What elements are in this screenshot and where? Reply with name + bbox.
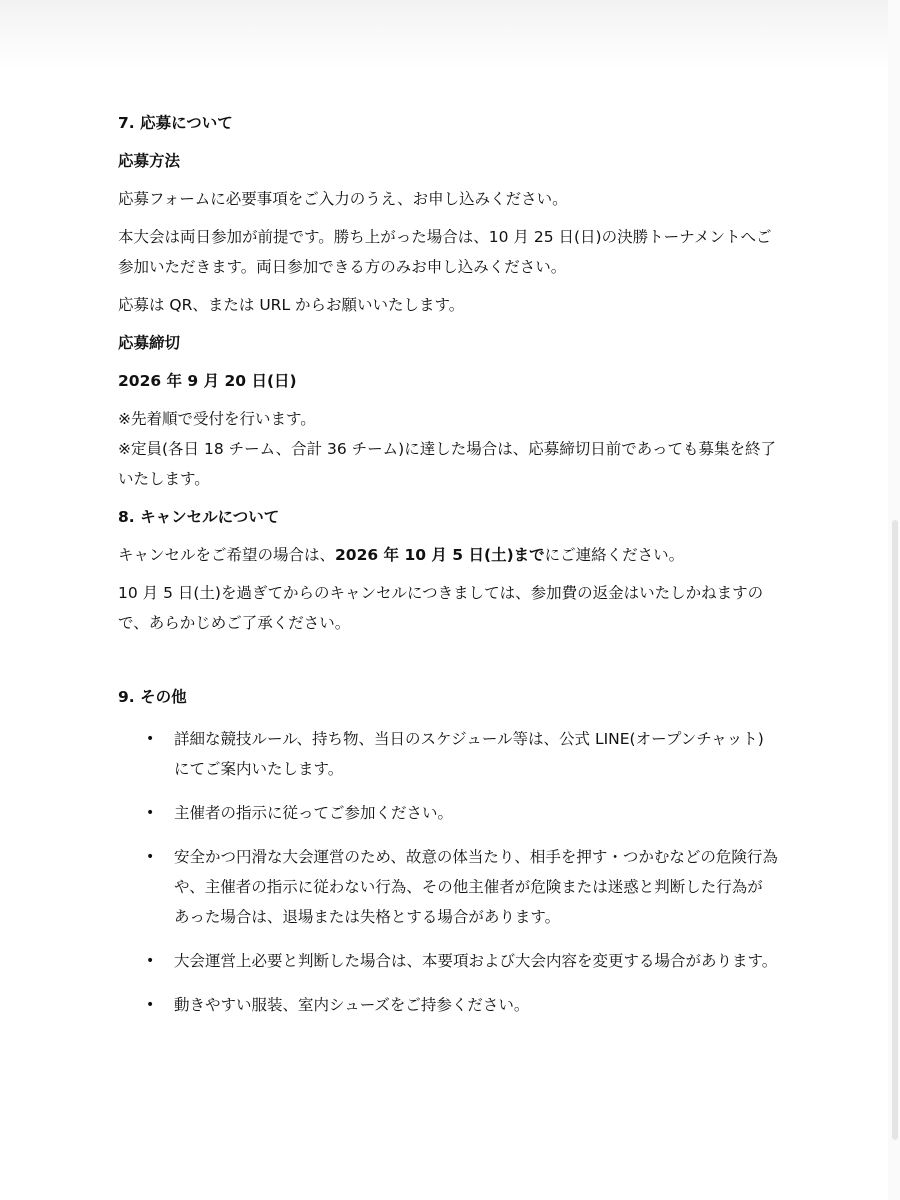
application-method-text-1: 応募フォームに必要事項をご入力のうえ、お申し込みください。	[118, 190, 568, 208]
section-7-heading: 7. 応募について	[118, 114, 233, 132]
scrollbar[interactable]	[888, 0, 900, 1200]
list-item-text: 動きやすい服装、室内シューズをご持参ください。	[174, 996, 530, 1014]
cancel-deadline: 2026 年 10 月 5 日(土)まで	[335, 546, 545, 564]
cancel-text-1-prefix: キャンセルをご希望の場合は、	[118, 546, 336, 564]
scrollbar-thumb[interactable]	[892, 520, 898, 1140]
cancel-text-2: 10 月 5 日(土)を過ぎてからのキャンセルにつきましては、参加費の返金はいたしかねますので、あらかじめご了承ください。	[118, 584, 764, 632]
deadline-note-2: ※定員(各日 18 チーム、合計 36 チーム)に達した場合は、応募締切日前であっても募集を終了いたします。	[118, 440, 777, 488]
list-item	[118, 990, 778, 1020]
cancel-text-1-suffix: にご連絡ください。	[544, 546, 685, 564]
section-9-heading: 9. その他	[118, 688, 187, 706]
document-body	[118, 108, 778, 1034]
list-item-text: 主催者の指示に従ってご参加ください。	[174, 804, 454, 822]
section-8-heading: 8. キャンセルについて	[118, 508, 280, 526]
other-notes-list	[118, 724, 778, 1020]
list-item	[118, 724, 778, 784]
application-method-text-3: 応募は QR、または URL からお願いいたします。	[118, 296, 465, 314]
list-item	[118, 946, 778, 976]
bullet-icon: •	[146, 731, 155, 747]
list-item	[118, 842, 778, 932]
cancel-text-1	[118, 540, 778, 570]
bullet-icon: •	[146, 953, 155, 969]
bullet-icon: •	[146, 849, 155, 865]
deadline-title: 応募締切	[118, 334, 181, 352]
bullet-icon: •	[146, 805, 155, 821]
list-item	[118, 798, 778, 828]
list-item-text: 詳細な競技ルール、持ち物、当日のスケジュール等は、公式 LINE(オープンチャット)にてご案内いたします。	[174, 730, 764, 778]
bullet-icon: •	[146, 997, 155, 1013]
application-method-title: 応募方法	[118, 152, 181, 170]
list-item-text: 安全かつ円滑な大会運営のため、故意の体当たり、相手を押す・つかむなどの危険行為や、主催者の指示に従わない行為、その他主催者が危険または迷惑と判断した行為があった場合は、退場または失格とする場合があります。	[174, 848, 778, 926]
top-shadow	[0, 0, 900, 70]
deadline-note-1: ※先着順で受付を行います。	[118, 410, 316, 428]
deadline-date: 2026 年 9 月 20 日(日)	[118, 372, 297, 390]
list-item-text: 大会運営上必要と判断した場合は、本要項および大会内容を変更する場合があります。	[174, 952, 778, 970]
application-method-text-2: 本大会は両日参加が前提です。勝ち上がった場合は、10 月 25 日(日)の決勝トーナメントへご参加いただきます。両日参加できる方のみお申し込みください。	[118, 228, 772, 276]
